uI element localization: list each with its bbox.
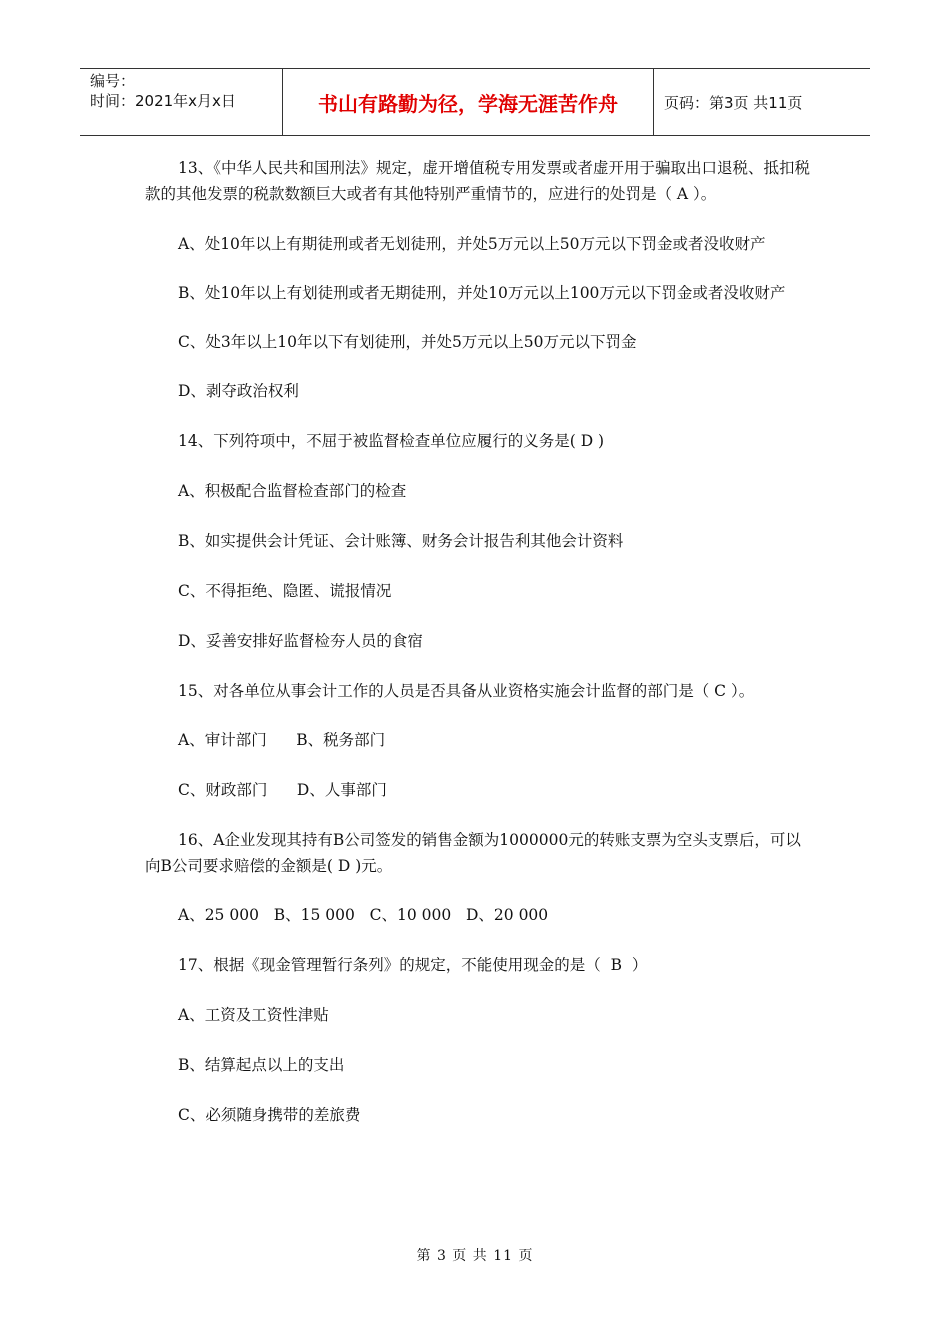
option-15-cd: C、财政部门 D、人事部门 — [178, 781, 387, 799]
option-13-b: B、处10年以上有划徒刑或者无期徒刑，并处10万元以上100万元以下罚金或者没收财产 — [178, 284, 786, 302]
option-13-c: C、处3年以上10年以下有划徒刑，并处5万元以上50万元以下罚金 — [178, 333, 637, 351]
serial-label: 编号： — [90, 72, 136, 90]
header-motto: 书山有路勤为径，学海无涯苦作舟 — [282, 69, 654, 135]
option-17-c: C、必须随身携带的差旅费 — [178, 1106, 361, 1124]
question-17: 17、根据《现金管理暂行条列》的规定，不能使用现金的是（ B ） — [178, 956, 648, 974]
header-page-code: 页码：第3页 共11页 — [664, 93, 803, 112]
option-17-a: A、工资及工资性津贴 — [178, 1006, 329, 1024]
question-16: 16、A企业发现其持有B公司签发的销售金额为1000000元的转账支票为空头支票后，可以向B公司要求赔偿的金额是( D )元。 — [145, 831, 801, 875]
option-14-c: C、不得拒绝、隐匿、谎报情况 — [178, 582, 392, 600]
option-16-all: A、25 000 B、15 000 C、10 000 D、20 000 — [178, 906, 549, 924]
page-header — [80, 68, 870, 136]
option-14-b: B、如实提供会计凭证、会计账簿、财务会计报告利其他会计资料 — [178, 532, 624, 550]
page-footer: 第 3 页 共 11 页 — [416, 1248, 534, 1264]
option-13-a: A、处10年以上有期徒刑或者无划徒刑，并处5万元以上50万元以下罚金或者没收财产 — [178, 235, 766, 253]
question-13: 13、《中华人民共和国刑法》规定，虚开增值税专用发票或者虚开用于骗取出口退税、抵扣税款的其他发票的税款数额巨大或者有其他特别严重情节的，应进行的处罚是（ A ）。 — [145, 159, 810, 203]
time-label: 时间：2021年x月x日 — [90, 92, 236, 110]
document-body — [145, 155, 810, 1128]
option-17-b: B、结算起点以上的支出 — [178, 1056, 345, 1074]
option-15-ab: A、审计部门 B、税务部门 — [178, 731, 386, 749]
option-13-d: D、剥夺政治权利 — [178, 382, 299, 400]
header-meta — [80, 69, 282, 135]
question-15: 15、对各单位从事会计工作的人员是否具备从业资格实施会计监督的部门是（ C ）。 — [178, 682, 755, 700]
question-14: 14、下列符项中，不屈于被监督检查单位应履行的义务是( D ) — [178, 432, 605, 450]
option-14-d: D、妥善安排好监督检夯人员的食宿 — [178, 632, 423, 650]
option-14-a: A、积极配合监督检查部门的检查 — [178, 482, 407, 500]
